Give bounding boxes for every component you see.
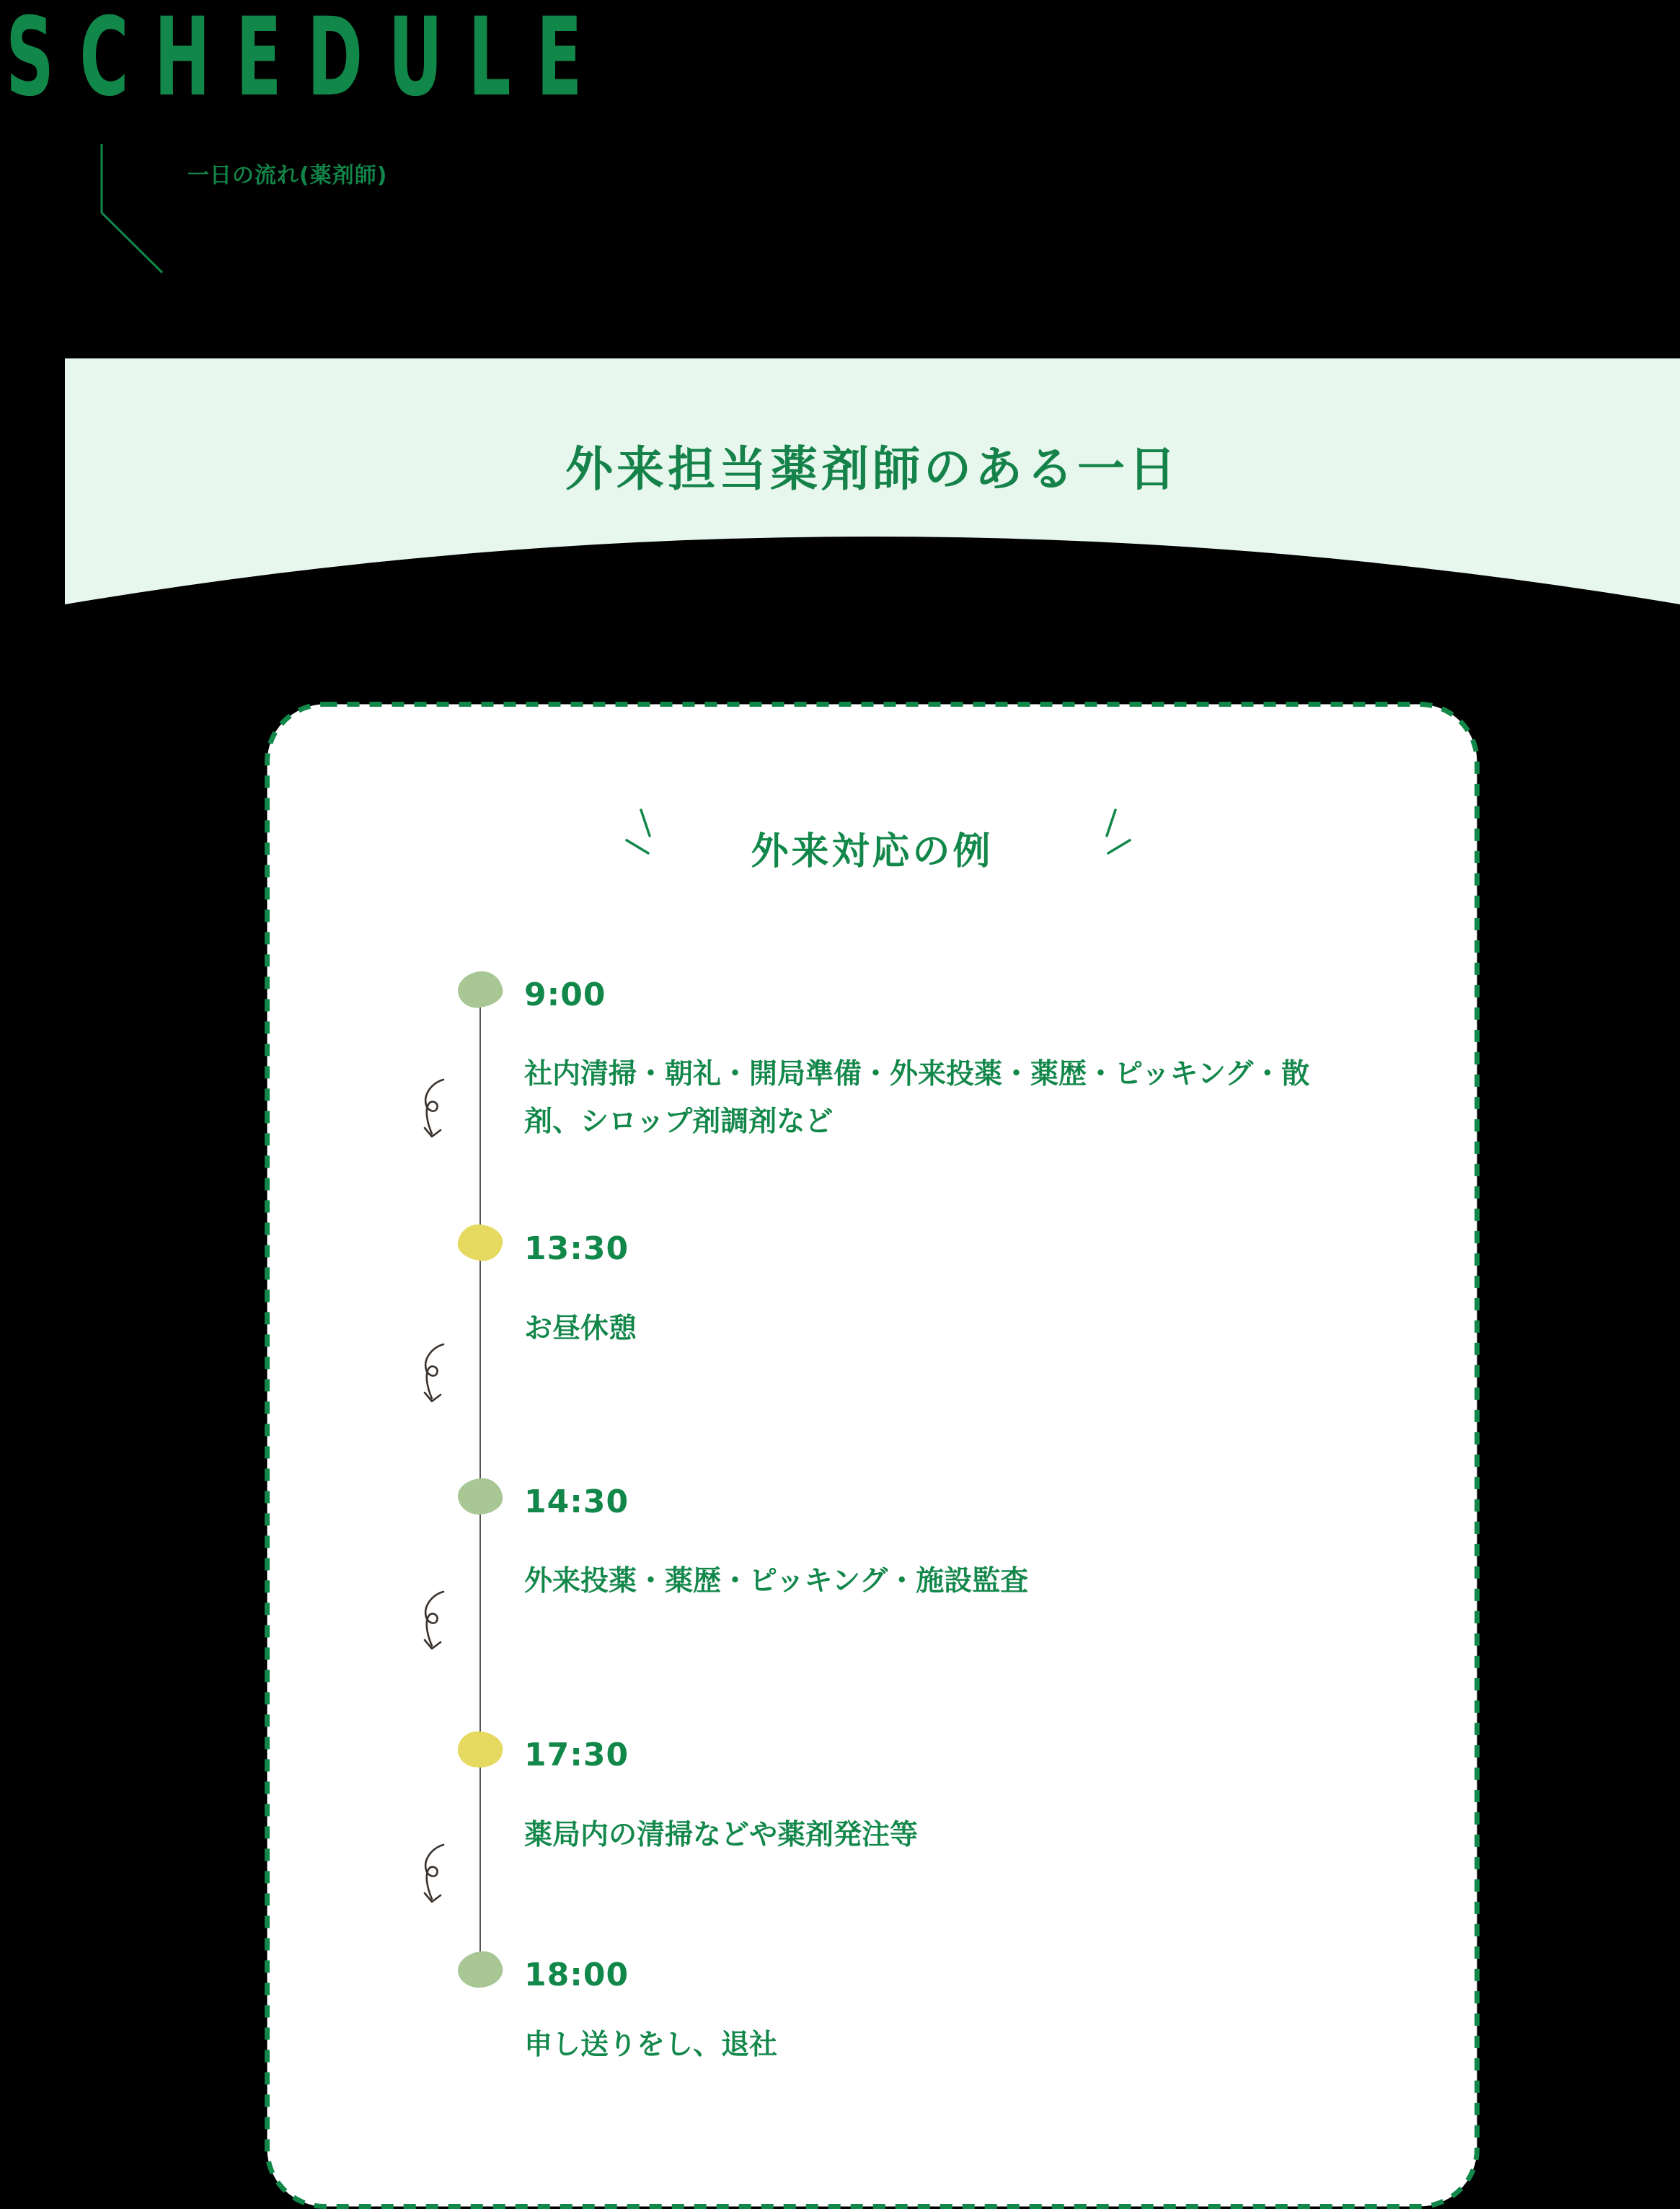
timeline-description: 外来投薬・薬歴・ピッキング・施設監査 [524,1565,1029,1597]
schedule-card [265,702,1480,2209]
band-title: 外来担当薬剤師のある一日 [565,441,1180,497]
page-subtitle: 一日の流れ(薬剤師) [187,163,388,188]
timeline-time: 14:30 [524,1483,629,1520]
curly-arrow-icon [421,1077,447,1144]
timeline-description: 社内清掃・朝礼・開局準備・外来投薬・薬歴・ピッキング・散剤、シロップ剤調剤など [524,1058,1310,1138]
timeline-description: 申し送りをし、退社 [524,2029,778,2061]
title-connector-line [97,141,169,281]
timeline-time: 9:00 [524,976,606,1013]
card-dashed-border [265,702,1480,2209]
timeline-time: 17:30 [524,1737,629,1773]
timeline-description: お昼休憩 [524,1313,637,1345]
emphasis-slash-right-icon [1101,807,1133,859]
timeline-time: 18:00 [524,1957,629,1993]
curly-arrow-icon [421,1589,447,1656]
card-title: 外来対応の例 [751,830,994,873]
curly-arrow-icon [421,1843,447,1909]
timeline-description: 薬局内の清掃などや薬剤発注等 [524,1819,919,1851]
curly-arrow-icon [421,1342,447,1408]
timeline-time: 13:30 [524,1230,629,1267]
page-title: SCHEDULE [6,0,608,120]
